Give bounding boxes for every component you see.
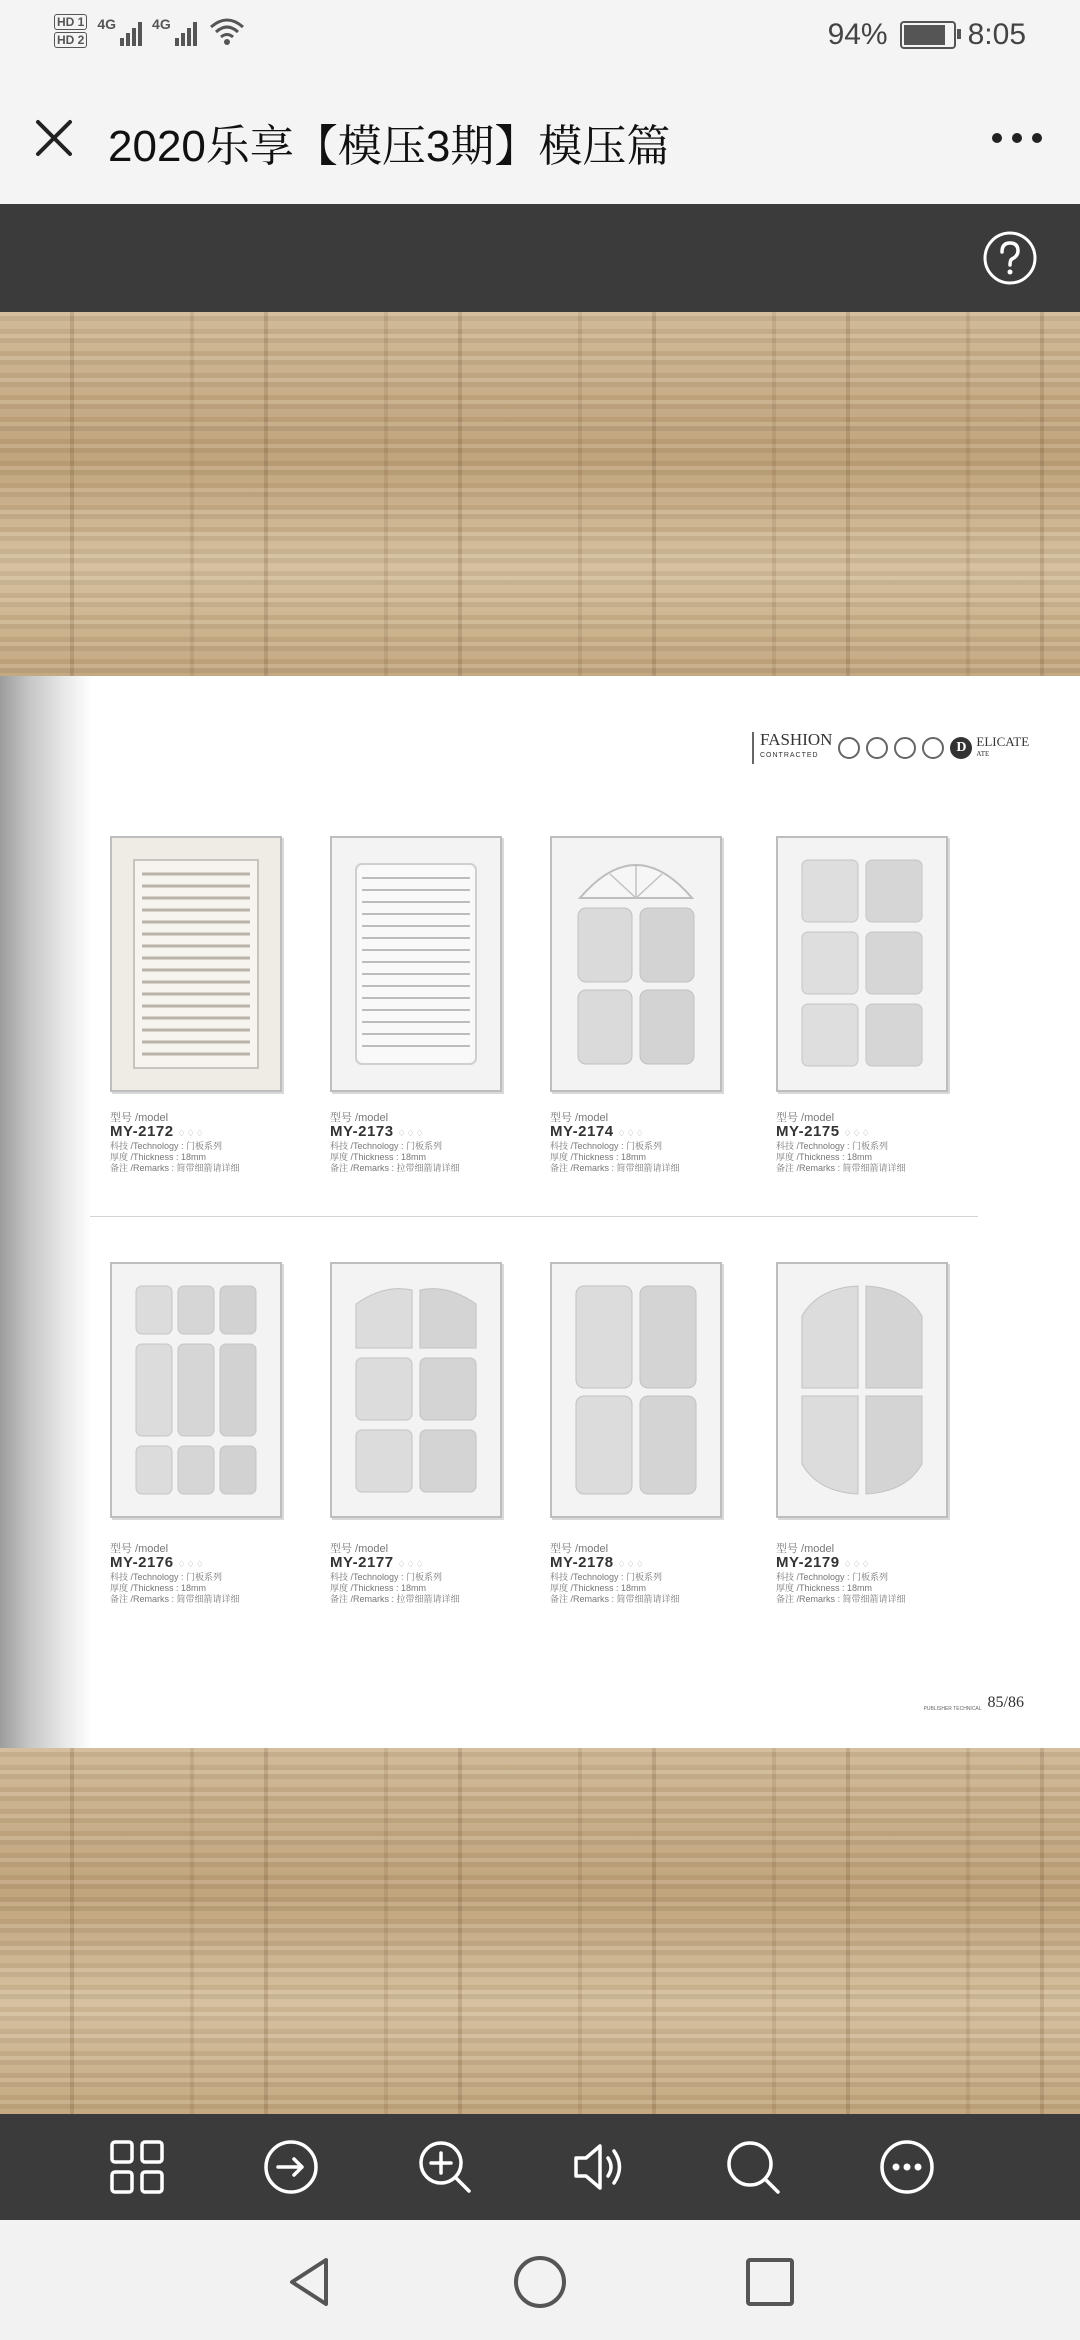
fashion-subtext: CONTRACTED <box>760 752 819 759</box>
door-image-my-2175[interactable] <box>776 836 948 1092</box>
model-number: MY-2173 <box>330 1123 394 1140</box>
door-image-my-2177[interactable] <box>330 1262 502 1518</box>
back-triangle-icon[interactable] <box>280 2252 340 2312</box>
delicate-text: ELICATE <box>976 734 1030 749</box>
thickness-text: 厚度 /Thickness : 18mm <box>776 1152 873 1162</box>
thickness-text: 厚度 /Thickness : 18mm <box>776 1583 873 1593</box>
page-title: 2020乐享【模压3期】模压篇 <box>108 122 671 171</box>
technology-text: 科技 /Technology : 门板系列 <box>550 1141 663 1151</box>
more-circle-icon[interactable] <box>878 2138 936 2196</box>
reader-bottom-toolbar <box>0 2114 1080 2220</box>
network-2-label: 4G <box>152 16 171 32</box>
help-icon[interactable] <box>982 230 1038 286</box>
page-small-text: PUBLISHER TECHNICAL <box>923 1706 982 1712</box>
model-label: 型号 /model <box>330 1543 389 1555</box>
brand-logo-row <box>752 732 1029 764</box>
thickness-text: 厚度 /Thickness : 18mm <box>330 1152 427 1162</box>
delicate-letter: D <box>950 737 972 759</box>
page-spine-shadow <box>0 676 92 1748</box>
door-info-my-2178 <box>550 1544 730 1605</box>
model-number: MY-2178 <box>550 1554 614 1571</box>
thickness-text: 厚度 /Thickness : 18mm <box>110 1152 207 1162</box>
delicate-subtext: ATE <box>976 750 990 758</box>
model-label: 型号 /model <box>110 1112 169 1124</box>
model-label: 型号 /model <box>550 1112 609 1124</box>
grid-icon[interactable] <box>108 2138 166 2196</box>
door-image-my-2174[interactable] <box>550 836 722 1092</box>
technology-text: 科技 /Technology : 门板系列 <box>776 1572 889 1582</box>
status-bar <box>0 0 1080 72</box>
diamond-rating-icon: ♢♢♢ <box>617 1559 645 1569</box>
share-arrow-icon[interactable] <box>262 2138 320 2196</box>
clover-badge-icon <box>922 737 944 759</box>
page-number: 85/86 <box>987 1694 1024 1711</box>
door-image-my-2172[interactable] <box>110 836 282 1092</box>
row-divider <box>90 1216 978 1217</box>
diamond-rating-icon: ♢♢♢ <box>397 1559 425 1569</box>
remarks-text: 备注 /Remarks : 简带细箭请详细 <box>776 1163 906 1173</box>
status-right <box>828 18 1026 52</box>
model-label: 型号 /model <box>110 1543 169 1555</box>
technology-text: 科技 /Technology : 门板系列 <box>776 1141 889 1151</box>
model-number: MY-2177 <box>330 1554 394 1571</box>
signal-1-icon <box>97 16 142 46</box>
door-image-my-2176[interactable] <box>110 1262 282 1518</box>
speaker-icon[interactable] <box>570 2138 628 2196</box>
diamond-rating-icon: ♢♢♢ <box>397 1128 425 1138</box>
model-label: 型号 /model <box>550 1543 609 1555</box>
door-info-my-2173 <box>330 1113 510 1174</box>
hd-2-indicator: HD 2 <box>54 32 87 48</box>
title-bar <box>0 72 1080 204</box>
technology-text: 科技 /Technology : 门板系列 <box>330 1572 443 1582</box>
fashion-text: FASHION <box>760 730 833 749</box>
battery-icon <box>900 21 956 49</box>
remarks-text: 备注 /Remarks : 简带细箭请详细 <box>550 1163 680 1173</box>
model-number: MY-2179 <box>776 1554 840 1571</box>
crest-badge-icon <box>866 737 888 759</box>
thickness-text: 厚度 /Thickness : 18mm <box>550 1152 647 1162</box>
model-label: 型号 /model <box>776 1543 835 1555</box>
remarks-text: 备注 /Remarks : 简带细箭请详细 <box>776 1594 906 1604</box>
wood-background-bottom <box>0 1748 1080 2114</box>
catalog-page[interactable] <box>0 676 1080 1748</box>
thickness-text: 厚度 /Thickness : 18mm <box>550 1583 647 1593</box>
technology-text: 科技 /Technology : 门板系列 <box>330 1141 443 1151</box>
door-info-my-2175 <box>776 1113 956 1174</box>
model-number: MY-2176 <box>110 1554 174 1571</box>
battery-fill <box>904 25 945 45</box>
signal-2-icon <box>152 16 197 46</box>
technology-text: 科技 /Technology : 门板系列 <box>110 1572 223 1582</box>
zoom-in-icon[interactable] <box>416 2138 474 2196</box>
door-image-my-2173[interactable] <box>330 836 502 1092</box>
model-label: 型号 /model <box>330 1112 389 1124</box>
battery-percent: 94% <box>827 18 888 51</box>
remarks-text: 备注 /Remarks : 简带细箭请详细 <box>550 1594 680 1604</box>
remarks-text: 备注 /Remarks : 简带细箭请详细 <box>110 1163 240 1173</box>
model-number: MY-2172 <box>110 1123 174 1140</box>
door-info-my-2179 <box>776 1544 956 1605</box>
diamond-rating-icon: ♢♢♢ <box>177 1128 205 1138</box>
hd-1-indicator: HD 1 <box>54 14 87 30</box>
thickness-text: 厚度 /Thickness : 18mm <box>330 1583 427 1593</box>
technology-text: 科技 /Technology : 门板系列 <box>550 1572 663 1582</box>
clock: 8:05 <box>967 18 1026 51</box>
system-navigation-bar <box>0 2220 1080 2340</box>
wood-background-top <box>0 312 1080 676</box>
door-info-my-2177 <box>330 1544 510 1605</box>
status-left <box>54 14 247 48</box>
door-image-my-2178[interactable] <box>550 1262 722 1518</box>
hd-indicators <box>54 14 87 48</box>
remarks-text: 备注 /Remarks : 简带细箭请详细 <box>110 1594 240 1604</box>
diamond-rating-icon: ♢♢♢ <box>843 1559 871 1569</box>
delicate-logo <box>950 736 1029 760</box>
home-circle-icon[interactable] <box>510 2252 570 2312</box>
model-number: MY-2174 <box>550 1123 614 1140</box>
model-number: MY-2175 <box>776 1123 840 1140</box>
thickness-text: 厚度 /Thickness : 18mm <box>110 1583 207 1593</box>
model-label: 型号 /model <box>776 1112 835 1124</box>
reader-top-toolbar <box>0 204 1080 312</box>
remarks-text: 备注 /Remarks : 拉带细箭请详细 <box>330 1594 460 1604</box>
recents-square-icon[interactable] <box>740 2252 800 2312</box>
page-number-block <box>924 1694 1024 1712</box>
door-info-my-2172 <box>110 1113 290 1174</box>
more-dots-icon[interactable] <box>990 130 1044 146</box>
diamond-rating-icon: ♢♢♢ <box>617 1128 645 1138</box>
fashion-logo <box>752 732 832 764</box>
close-icon[interactable] <box>30 114 78 162</box>
door-info-my-2174 <box>550 1113 730 1174</box>
diamond-rating-icon: ♢♢♢ <box>843 1128 871 1138</box>
trophy-badge-icon <box>838 737 860 759</box>
door-info-my-2176 <box>110 1544 290 1605</box>
door-image-my-2179[interactable] <box>776 1262 948 1518</box>
network-1-label: 4G <box>97 16 117 32</box>
search-icon[interactable] <box>724 2138 782 2196</box>
leaf-badge-icon <box>894 737 916 759</box>
wifi-icon <box>207 15 247 47</box>
remarks-text: 备注 /Remarks : 拉带细箭请详细 <box>330 1163 460 1173</box>
technology-text: 科技 /Technology : 门板系列 <box>110 1141 223 1151</box>
diamond-rating-icon: ♢♢♢ <box>177 1559 205 1569</box>
